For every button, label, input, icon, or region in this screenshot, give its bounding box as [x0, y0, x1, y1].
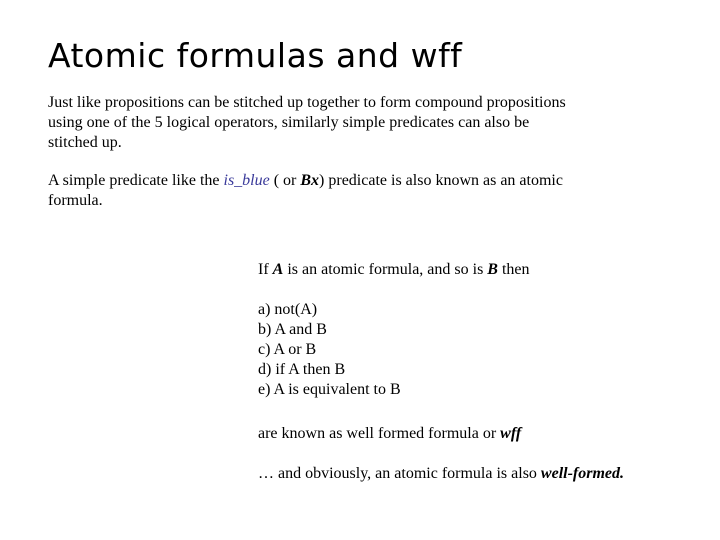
- variable-b: B: [487, 261, 498, 278]
- list-item: d) if A then B: [258, 361, 346, 378]
- condition-line: [258, 260, 530, 280]
- final-line: [258, 464, 624, 484]
- compound-list: [258, 300, 401, 400]
- wff-term: wff: [500, 425, 522, 442]
- list-item: e) A is equivalent to B: [258, 381, 401, 398]
- paragraph-text-after: ) predicate is also known as an atomic formula.: [48, 172, 563, 209]
- slide-title: Atomic formulas and wff: [48, 36, 463, 75]
- condition-then: then: [497, 261, 530, 278]
- list-item: a) not(A): [258, 301, 318, 318]
- atomic-formula-paragraph: [48, 171, 568, 211]
- intro-paragraph: Just like propositions can be stitched up together to form compound propositions using one of the 5 logical operators, similarly simple predicates can also be stitched up.: [48, 94, 566, 151]
- paragraph-text-before: A simple predicate like the: [48, 172, 224, 189]
- predicate-name: is_blue: [223, 172, 270, 189]
- predicate-notation: Bx: [300, 172, 320, 189]
- well-formed-term: well-formed.: [540, 465, 625, 482]
- wff-line-text: are known as well formed formula or: [258, 425, 501, 442]
- condition-mid: is an atomic formula, and so is: [283, 261, 488, 278]
- paragraph-text-middle: ( or: [269, 172, 301, 189]
- list-item: c) A or B: [258, 341, 317, 358]
- wff-line: [258, 424, 521, 444]
- variable-a: A: [272, 261, 284, 278]
- list-item: b) A and B: [258, 321, 327, 338]
- final-line-text: … and obviously, an atomic formula is also: [258, 465, 541, 482]
- condition-if: If: [258, 261, 273, 278]
